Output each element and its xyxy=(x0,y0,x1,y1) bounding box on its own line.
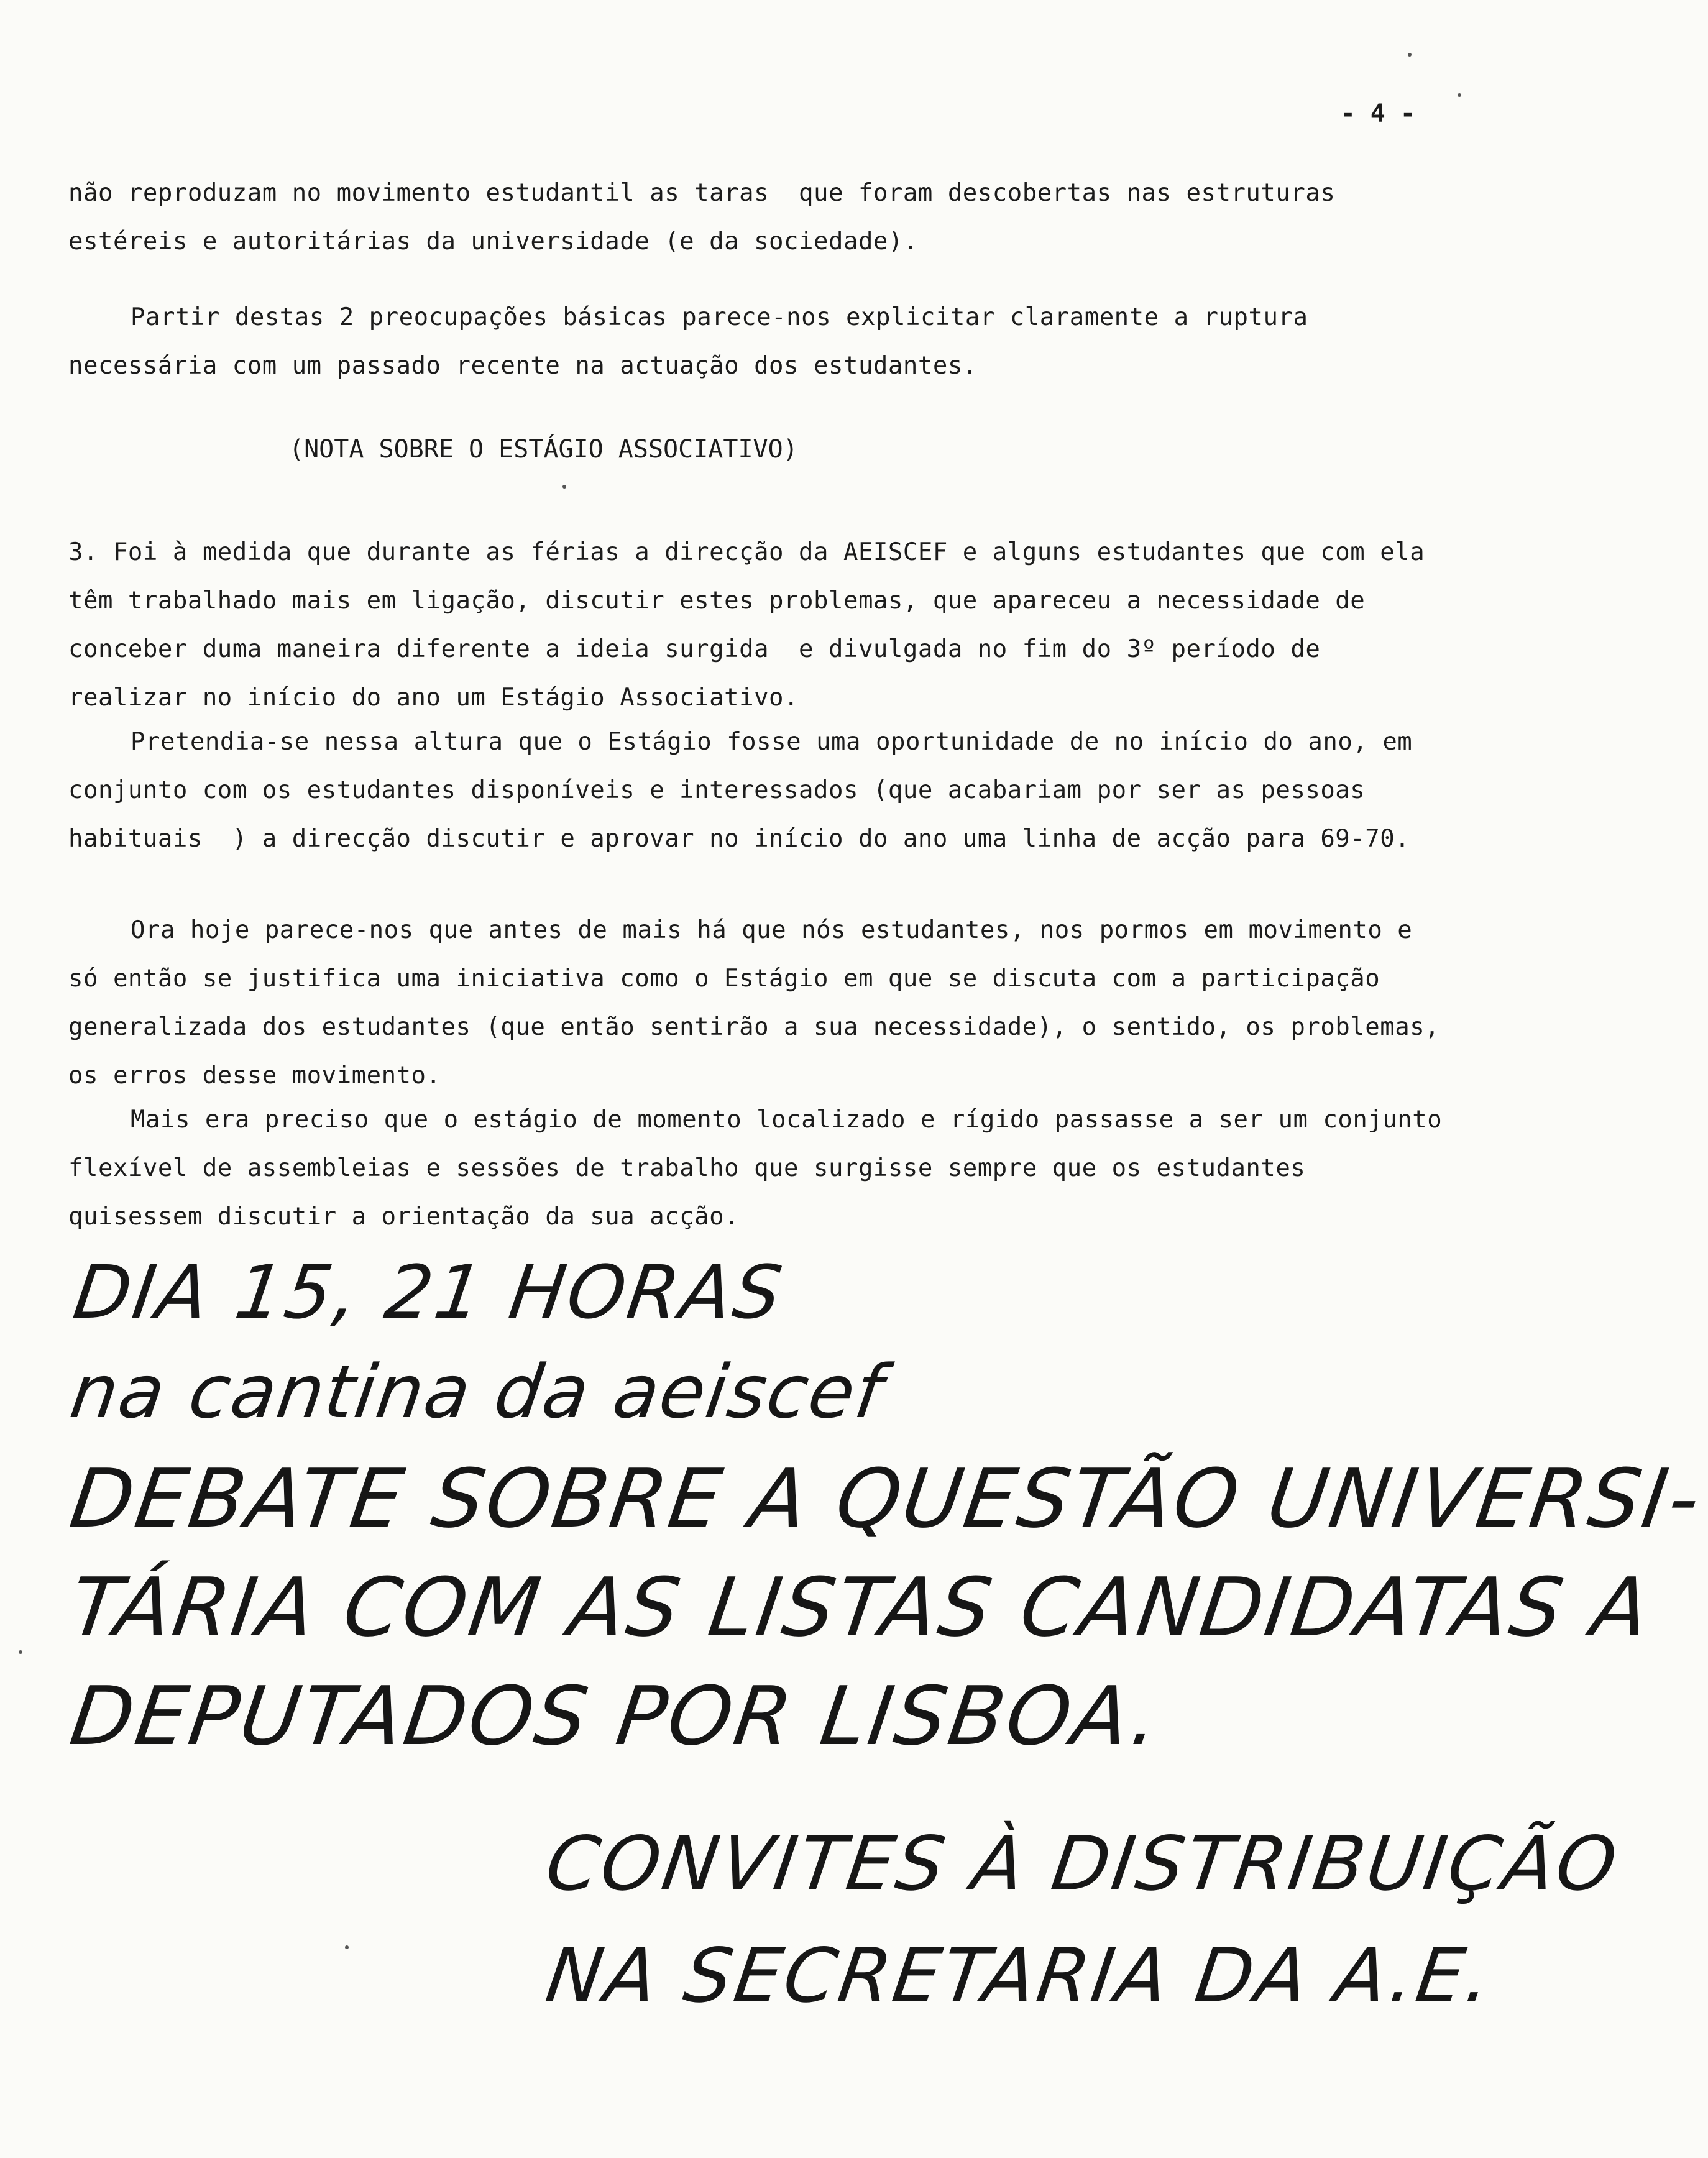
paragraph-1: não reproduzam no movimento estudantil as taras que foram descobertas nas estruturas estéreis e autoritárias da universidade (e da sociedade). xyxy=(68,179,1351,255)
scan-speck xyxy=(1408,53,1412,57)
handwritten-location: na cantina da aeiscef xyxy=(65,1349,889,1435)
paragraph-4: Pretendia-se nessa altura que o Estágio fosse uma oportunidade de no início do ano, em conjunto com os estudantes disponíveis e interessados (que acabariam por ser as pessoas habituais ) a direcção discutir e aprovar no início do ano uma linha de acção para 69-70. xyxy=(68,728,1428,853)
handwritten-date-time: DIA 15, 21 HORAS xyxy=(68,1249,789,1335)
handwritten-debate-line-3: DEPUTADOS POR LISBOA. xyxy=(65,1669,1167,1763)
handwritten-debate-line-1: DEBATE SOBRE A QUESTÃO UNIVERSI- xyxy=(65,1451,1708,1546)
scan-speck xyxy=(345,1945,349,1949)
paragraph-3: 3. Foi à medida que durante as férias a direcção da AEISCEF e alguns estudantes que com ela têm trabalhado mais em ligação, discutir estes problemas, que apareceu a necessidade de conceber duma maneira diferente a ideia surgida e divulgada no fim do 3º período de realizar no início do ano um Estágio Associativo. xyxy=(68,538,1440,712)
page-number: - 4 - xyxy=(1340,99,1415,128)
handwritten-invitations-line-2: NA SECRETARIA DA A.E. xyxy=(541,1933,1499,2019)
paragraph-2: Partir destas 2 preocupações básicas parece-nos explicitar claramente a ruptura necessária com um passado recente na actuação dos estudantes. xyxy=(68,303,1323,380)
handwritten-debate-line-2: TÁRIA COM AS LISTAS CANDIDATAS A xyxy=(65,1560,1658,1655)
handwritten-invitations-line-1: CONVITES À DISTRIBUIÇÃO xyxy=(541,1821,1624,1908)
scan-speck xyxy=(1458,93,1461,97)
paragraph-5: Ora hoje parece-nos que antes de mais há que nós estudantes, nos pormos em movimento e só então se justifica uma iniciativa como o Estágio em que se discuta com a participação generalizada dos estudantes (que então sentirão a sua necessidade), o sentido, os problemas, os erros desse movimento. xyxy=(68,916,1455,1090)
paragraph-6: Mais era preciso que o estágio de momento localizado e rígido passasse a ser um conjunto flexível de assembleias e sessões de trabalho que surgisse sempre que os estudantes quisessem discutir a orientação da sua acção. xyxy=(68,1106,1458,1231)
scan-speck xyxy=(562,485,566,489)
section-heading: (NOTA SOBRE O ESTÁGIO ASSOCIATIVO) xyxy=(289,435,798,464)
scan-speck xyxy=(19,1650,22,1654)
